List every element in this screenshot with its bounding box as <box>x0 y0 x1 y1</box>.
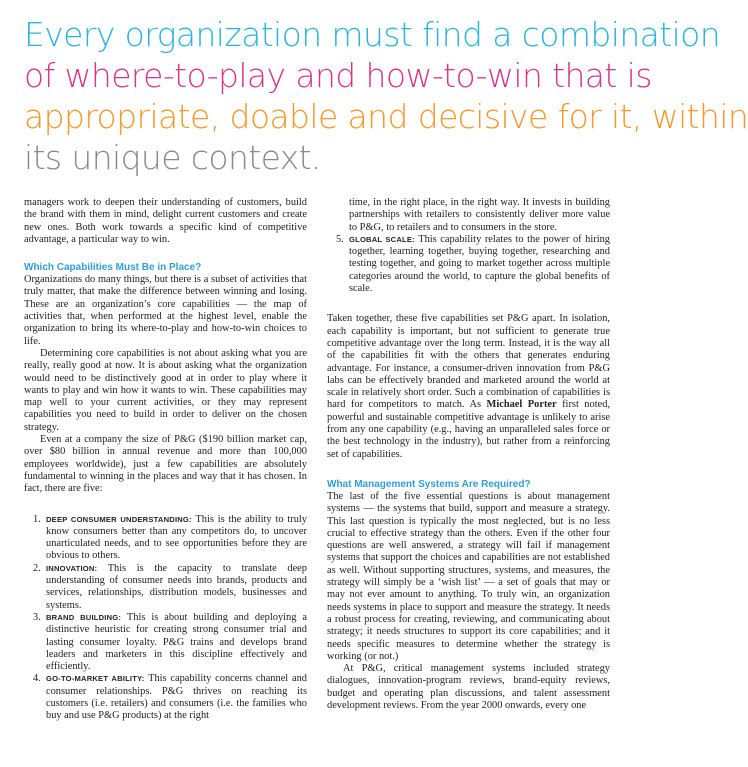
list-item-continued <box>327 197 610 234</box>
list-text: This is the capacity to translate deep understanding of consumer needs into brands, products and services, relationships, distribution models, businesses and systems. <box>46 562 307 611</box>
together-text-b: first noted, powerful and sustainable competitive advantage is unlikely to arise from any one capability (e.g., having an unparalleled sales force or the best technology in the industry), but rather from a reinforcing set of capabilities. <box>327 399 610 460</box>
list-item <box>24 673 307 722</box>
left-column <box>24 197 307 723</box>
list-text: This capability concerns channel and consumer relationships. P&G thrives on reaching its customers (i.e. retailers) and consumers (i.e. the families who buy and use P&G products) at the right <box>46 673 307 722</box>
person-name: Michael Porter <box>486 399 557 411</box>
capabilities-list-continued <box>327 197 610 295</box>
list-label: DEEP CONSUMER UNDERSTANDING: <box>46 514 192 524</box>
capabilities-paragraph-3: Even at a company the size of P&G ($190 billion market cap, over $80 billion in annual revenue and more than 100,000 employees worldwide), just a few capabilities are absolutely fundamental to winning in the places and way that it has chosen. In fact, there are five: <box>24 434 307 495</box>
headline-line-4: its unique context. <box>24 138 321 177</box>
list-label: INNOVATION: <box>46 563 98 573</box>
capabilities-paragraph-1: Organizations do many things, but there is a subset of activities that truly matter, that make the difference between winning and losing. These are an organization’s core capabilities — the map of activities that, when performed at the highest level, enable the organization to bring its where-to-play and how-to-win choices to life. <box>24 274 307 347</box>
list-item <box>24 612 307 673</box>
list-item <box>24 514 307 563</box>
headline-line-1: Every organization must find a combination <box>24 15 721 54</box>
list-text: This is the ability to truly know consumers better than any competitors do, to uncover unarticulated needs, and to see opportunities before they are obvious to others. <box>46 513 307 562</box>
list-label: GO-TO-MARKET ABILITY: <box>46 674 145 684</box>
right-column <box>327 197 610 712</box>
list-item <box>24 563 307 612</box>
capabilities-list <box>24 514 307 723</box>
together-paragraph <box>327 313 610 461</box>
management-paragraph-1: The last of the five essential questions is about management systems — the systems that build, support and measure a strategy. This last question is typically the most neglected, but is no less crucial to effective strategy than the others. Even if the other four questions are well answered, a strategy will fail if management systems that support the choices and capabilities are not established as well. Without supporting structures, systems, and measures, the strategy will simply be a ‘wish list’ — a set of goals that may or may not ever amount to anything. To truly win, an organization needs systems in place to support and measure the strategy. It needs a robust process for creating, reviewing, and communicating about strategy; it needs structures to support its core capabilities; and it needs specific measures to determine whether the strategy is working (or not.) <box>327 490 610 662</box>
capabilities-paragraph-2: Determining core capabilities is not about asking what you are really, really good at now. It is about asking what the organization would need to be distinctively good at in order to play where it wants to play and win how it wants to win. These capabilities may map well to your current activities, or they may represent capabilities you need to build in order to deliver on the chosen strategy. <box>24 347 307 433</box>
list-text: This capability relates to the power of hiring together, learning together, buying together, researching and testing together, and going to market together across multiple categories around the world, to capture the global benefits of scale. <box>349 233 610 295</box>
list-item <box>327 234 610 295</box>
list-label: BRAND BUILDING: <box>46 612 122 622</box>
list-number: 4. <box>33 673 41 685</box>
headline-line-2: of where-to-play and how-to-win that is <box>24 56 652 95</box>
list-number: 2. <box>33 562 41 574</box>
together-text-a: Taken together, these five capabilities set P&G apart. In isolation, each capability is important, but not sufficient to generate true competitive advantage over the long term. Instead, it is the way all of the capabilities fit with the others that generates enduring advantage. For instance, a consumer-driven innovation from P&G labs can be effectively branded and marketed around the world at scale in relatively short order. Such a combination of capabilities is hard for competitors to match. As <box>327 313 610 411</box>
intro-paragraph: managers work to deepen their understanding of customers, build the brand with them in mind, delight current customers and create new ones. Both work towards a specific kind of competitive advantage, a particular way to win. <box>24 197 307 245</box>
list-number: 5. <box>336 233 344 245</box>
headline-line-3: appropriate, doable and decisive for it, within <box>24 97 748 136</box>
list-label: GLOBAL SCALE: <box>349 234 415 244</box>
list-number: 1. <box>33 513 41 525</box>
section-title-management: What Management Systems Are Required? <box>327 478 531 490</box>
list-number: 3. <box>33 611 41 623</box>
management-paragraph-2: At P&G, critical management systems included strategy dialogues, innovation-program reviews, brand-equity reviews, budget and operating plan discussions, and talent assessment development reviews. From the year 2000 onwards, every one <box>327 663 610 711</box>
headline <box>24 14 748 178</box>
list-text: time, in the right place, in the right way. It invests in building partnerships with retailers to consistently deliver more value to P&G, to retailers and to consumers in the store. <box>349 197 610 233</box>
section-title-capabilities: Which Capabilities Must Be in Place? <box>24 262 202 274</box>
list-text: This is about building and deploying a distinctive heuristic for creating strong consumer trial and lasting consumer loyalty. P&G trains and develops brand leaders and marketers in this discipline effectively and efficiently. <box>46 611 308 673</box>
